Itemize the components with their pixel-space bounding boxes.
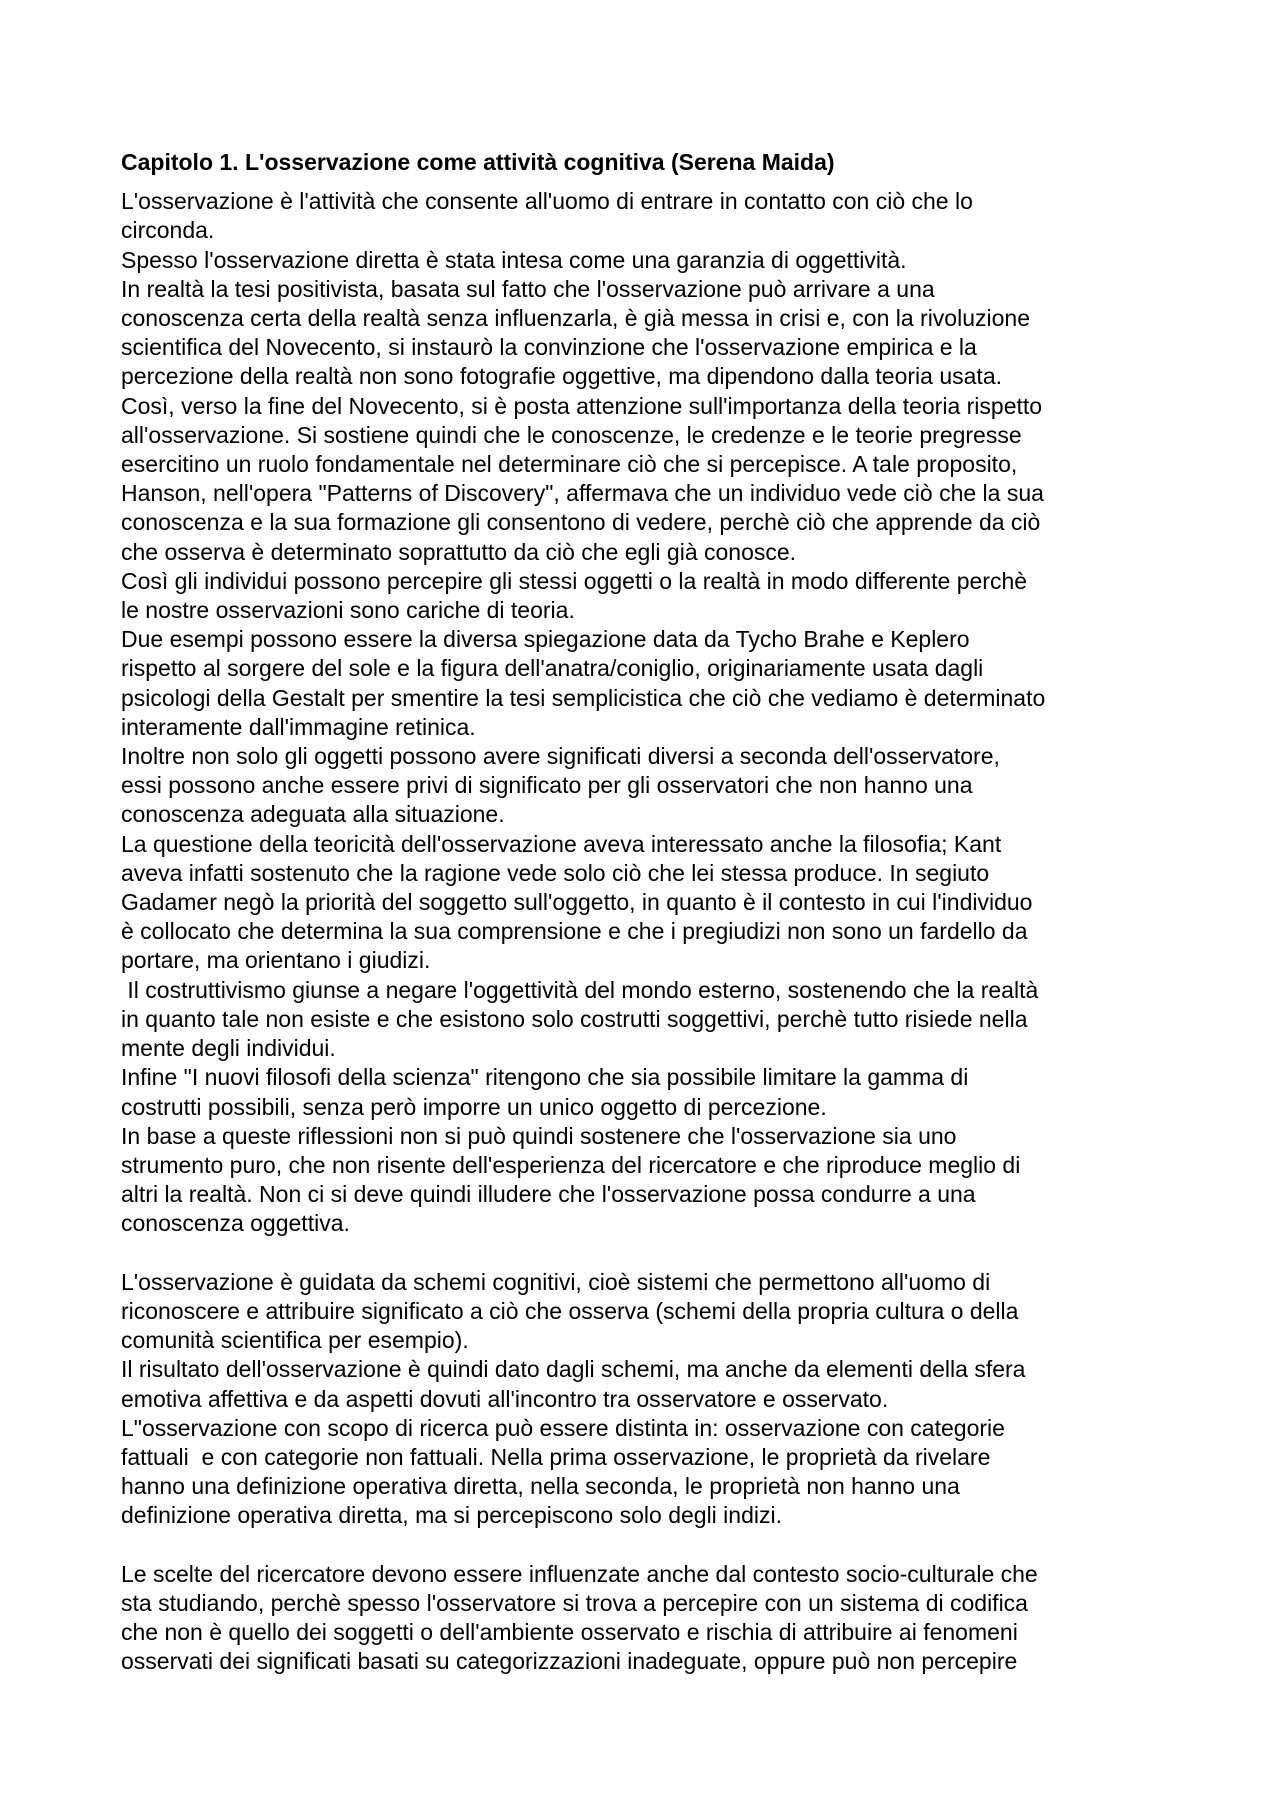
text-line: L"osservazione con scopo di ricerca può essere distinta in: osservazione con categorie [121, 1414, 1005, 1441]
text-line: conoscenza adeguata alla situazione. [121, 801, 505, 828]
text-line: essi possono anche essere privi di significato per gli osservatori che non hanno una [121, 772, 973, 799]
text-line: è collocato che determina la sua comprensione e che i pregiudizi non sono un fardello da [121, 918, 1028, 945]
text-line: In base a queste riflessioni non si può quindi sostenere che l'osservazione sia uno [121, 1122, 957, 1149]
text-line: interamente dall'immagine retinica. [121, 713, 476, 740]
text-line: riconoscere e attribuire significato a ciò che osserva (schemi della propria cultura o della [121, 1297, 1019, 1324]
document-page [121, 148, 1171, 1677]
text-line: Inoltre non solo gli oggetti possono avere significati diversi a seconda dell'osservatore, [121, 743, 1000, 770]
text-line: osservati dei significati basati su categorizzazioni inadeguate, oppure può non percepire [121, 1648, 1018, 1675]
text-line: mente degli individui. [121, 1035, 336, 1062]
text-line: conoscenza certa della realtà senza influenzarla, è già messa in crisi e, con la rivoluzione [121, 305, 1030, 332]
paragraph-break [121, 1531, 1171, 1560]
text-line: emotiva affettiva e da aspetti dovuti all'incontro tra osservatore e osservato. [121, 1385, 889, 1412]
text-line: Gadamer negò la priorità del soggetto sull'oggetto, in quanto è il contesto in cui l'individuo [121, 889, 1033, 916]
text-line: le nostre osservazioni sono cariche di teoria. [121, 597, 575, 624]
paragraph-break [121, 1239, 1171, 1268]
text-line: psicologi della Gestalt per smentire la tesi semplicistica che ciò che vediamo è determinato [121, 684, 1046, 711]
text-line: circonda. [121, 217, 215, 244]
body-text [121, 187, 1171, 1676]
text-line: all'osservazione. Si sostiene quindi che le conoscenze, le credenze e le teorie pregresse [121, 421, 1022, 448]
text-line: esercitino un ruolo fondamentale nel determinare ciò che si percepisce. A tale proposito, [121, 451, 1018, 478]
text-line: Spesso l'osservazione diretta è stata intesa come una garanzia di oggettività. [121, 246, 907, 273]
text-line: Così, verso la fine del Novecento, si è posta attenzione sull'importanza della teoria rispetto [121, 392, 1043, 419]
text-line: conoscenza e la sua formazione gli consentono di vedere, perchè ciò che apprende da ciò [121, 509, 1041, 536]
text-line: Il costruttivismo giunse a negare l'oggettività del mondo esterno, sostenendo che la realtà [121, 976, 1039, 1003]
text-line: in quanto tale non esiste e che esistono solo costrutti soggettivi, perchè tutto risiede nella [121, 1005, 1028, 1032]
text-line: strumento puro, che non risente dell'esperienza del ricercatore e che riproduce meglio di [121, 1151, 1021, 1178]
text-line: portare, ma orientano i giudizi. [121, 947, 431, 974]
chapter-title: Capitolo 1. L'osservazione come attività cognitiva (Serena Maida) [121, 149, 835, 175]
text-line: costrutti possibili, senza però imporre un unico oggetto di percezione. [121, 1093, 827, 1120]
text-line: che osserva è determinato soprattutto da ciò che egli già conosce. [121, 538, 797, 565]
text-line: Così gli individui possono percepire gli stessi oggetti o la realtà in modo differente perchè [121, 567, 1028, 594]
text-line: definizione operativa diretta, ma si percepiscono solo degli indizi. [121, 1502, 782, 1529]
text-line: Due esempi possono essere la diversa spiegazione data da Tycho Brahe e Keplero [121, 626, 970, 653]
text-line: L'osservazione è guidata da schemi cognitivi, cioè sistemi che permettono all'uomo di [121, 1268, 991, 1295]
text-line: percezione della realtà non sono fotografie oggettive, ma dipendono dalla teoria usata. [121, 363, 1002, 390]
text-line: L'osservazione è l'attività che consente all'uomo di entrare in contatto con ciò che lo [121, 188, 973, 215]
text-line: scientifica del Novecento, si instaurò la convinzione che l'osservazione empirica e la [121, 334, 977, 361]
text-line: aveva infatti sostenuto che la ragione vede solo ciò che lei stessa produce. In segiuto [121, 859, 990, 886]
text-line: conoscenza oggettiva. [121, 1210, 350, 1237]
text-line: che non è quello dei soggetti o dell'ambiente osservato e rischia di attribuire ai fenomeni [121, 1619, 1018, 1646]
text-line: In realtà la tesi positivista, basata sul fatto che l'osservazione può arrivare a una [121, 275, 935, 302]
text-line: Infine "I nuovi filosofi della scienza" ritengono che sia possibile limitare la gamma di [121, 1064, 969, 1091]
text-line: Hanson, nell'opera "Patterns of Discovery", affermava che un individuo vede ciò che la sua [121, 480, 1044, 507]
text-line: fattuali e con categorie non fattuali. Nella prima osservazione, le proprietà da rivelare [121, 1443, 991, 1470]
text-line: sta studiando, perchè spesso l'osservatore si trova a percepire con un sistema di codifica [121, 1589, 1028, 1616]
text-line: altri la realtà. Non ci si deve quindi illudere che l'osservazione possa condurre a una [121, 1181, 976, 1208]
text-line: rispetto al sorgere del sole e la figura dell'anatra/coniglio, originariamente usata dagli [121, 655, 984, 682]
text-line: hanno una definizione operativa diretta, nella seconda, le proprietà non hanno una [121, 1473, 960, 1500]
text-line: La questione della teoricità dell'osservazione aveva interessato anche la filosofia; Kant [121, 830, 1002, 857]
text-line: Le scelte del ricercatore devono essere influenzate anche dal contesto socio-culturale che [121, 1560, 1038, 1587]
text-line: comunità scientifica per esempio). [121, 1327, 469, 1354]
text-line: Il risultato dell'osservazione è quindi dato dagli schemi, ma anche da elementi della sfera [121, 1356, 1026, 1383]
